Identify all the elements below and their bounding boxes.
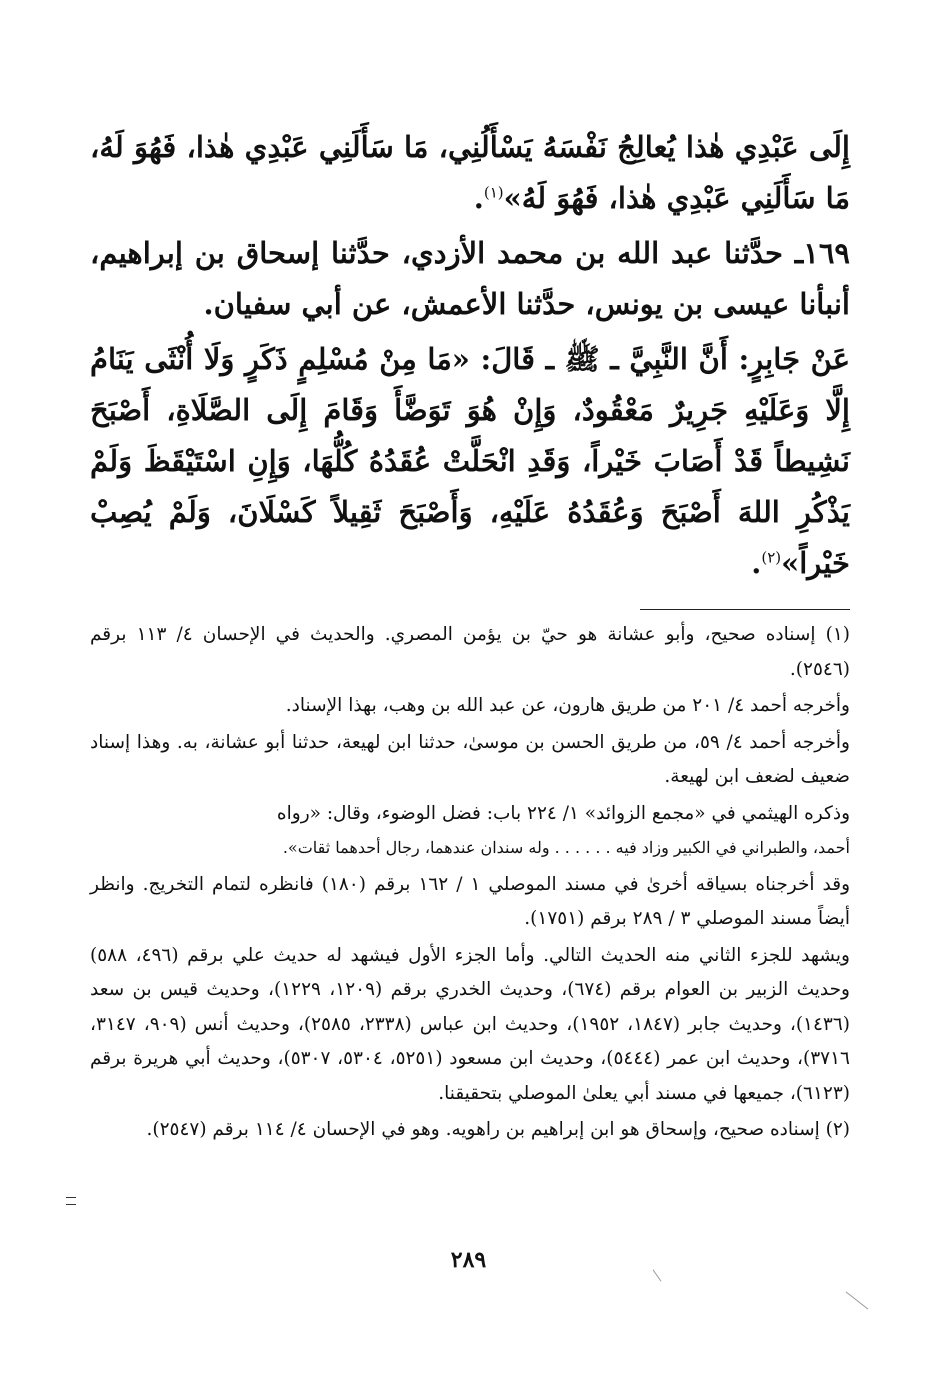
paragraph-3-end: . <box>751 546 762 580</box>
footnote-1: (١) إسناده صحيح، وأبو عشانة هو حيّ بن يؤمن المصري. والحديث في الإحسان ٤/ ١١٣ برقم (٢٥٤٦). <box>90 624 850 680</box>
page-body <box>90 100 850 1330</box>
footnote-1-source-3 <box>90 797 850 866</box>
footnote-ref-2: (٢) <box>761 548 782 567</box>
paragraph-2-text: ـ حدَّثنا عبد الله بن محمد الأزدي، حدَّثنا إسحاق بن إبراهيم، أنبأنا عيسى بن يونس، حدَّثنا الأعمش، عن أبي سفيان. <box>90 236 850 321</box>
footnote-1-source-4: وقد أخرجناه بسياقه أخرىٰ في مسند الموصلي ١ / ١٦٢ برقم (١٨٠) فانظره لتمام التخريج. وانظر أيضاً مسند الموصلي ٣ / ٢٨٩ برقم (١٧٥١). <box>90 873 851 929</box>
paragraph-3 <box>90 334 850 589</box>
paragraph-1-text: إِلَى عَبْدِي هٰذا يُعالِجُ نَفْسَهُ يَسْأَلُنِي، مَا سَأَلَنِي عَبْدِي هٰذا، فَهُوَ لَهُ، مَا سَأَلَنِي عَبْدِي هٰذا، فَهُوَ لَهُ» <box>90 130 850 215</box>
hadith-number: ١٦٩ <box>803 236 850 270</box>
main-text <box>90 100 850 589</box>
footnote-2: (٢) إسناده صحيح، وإسحاق هو ابن إبراهيم بن راهويه. وهو في الإحسان ٤/ ١١٤ برقم (٢٥٤٧). <box>146 1119 850 1140</box>
paragraph-2 <box>90 228 850 330</box>
paragraph-1 <box>90 122 850 224</box>
footnote-1-witnesses: ويشهد للجزء الثاني منه الحديث التالي. وأما الجزء الأول فيشهد له حديث علي برقم (٤٩٦، ٥٨٨) وحديث الزبير بن العوام برقم (٦٧٤)، وحديث الخدري برقم (١٢٠٩، ١٢٢٩)، وحديث قيس بن سعد (١٤٣٦)، وحديث جابر (١٨٤٧، ١٩٥٢)، وحديث ابن عباس (٢٣٣٨، ٢٥٨٥)، وحديث أنس (٩٠٩، ٣١٤٧، ٣٧١٦)، وحديث ابن عمر (٥٤٤٤)، وحديث ابن مسعود (٥٢٥١، ٥٣٠٤، ٥٣٠٧)، وحديث أبي هريرة برقم (٦١٢٣)، جميعها في مسند أبي يعلىٰ الموصلي بتحقيقنا. <box>90 944 851 1104</box>
page-number: ٢٨٩ <box>450 1247 487 1273</box>
footnote-1-source-1: وأخرجه أحمد ٤/ ٢٠١ من طريق هارون، عن عبد الله بن وهب، بهذا الإسناد. <box>285 695 850 716</box>
footnote-1-source-3-quote: أحمد، والطبراني في الكبير وزاد فيه . . . . . . وله سندان عندهما، رجال أحدهما ثقات». <box>282 838 850 857</box>
footnote-ref-1: (١) <box>483 183 504 202</box>
footnotes <box>90 618 850 1148</box>
paragraph-1-end: . <box>473 181 484 215</box>
footnote-1-source-2: وأخرجه أحمد ٤/ ٥٩، من طريق الحسن بن موسىٰ، حدثنا ابن لهيعة، حدثنا أبو عشانة، به. وهذا إسناد ضعيف لضعف ابن لهيعة. <box>90 731 850 787</box>
margin-mark <box>66 1197 76 1205</box>
footnote-divider <box>640 609 850 610</box>
paragraph-3-text: عَنْ جَابِرٍ: أَنَّ النَّبِيَّ ـ ﷺ ـ قَالَ: «مَا مِنْ مُسْلِمٍ ذَكَرٍ وَلَا أُنْثَى يَنَامُ إِلَّا وَعَلَيْهِ جَرِيرٌ مَعْقُودٌ، وَإِنْ هُوَ تَوَضَّأَ وَقَامَ إِلَى الصَّلَاةِ، أَصْبَحَ نَشِيطاً قَدْ أَصَابَ خَيْراً، وَقَدِ انْحَلَّتْ عُقَدُهُ كُلُّهَا، وَإِنِ اسْتَيْقَظَ وَلَمْ يَذْكُرِ اللهَ أَصْبَحَ وَعُقَدُهُ عَلَيْهِ، وَأَصْبَحَ ثَقِيلاً كَسْلَانَ، وَلَمْ يُصِبْ خَيْراً» <box>90 342 850 580</box>
footnote-1-source-3-text: وذكره الهيثمي في «مجمع الزوائد» ١/ ٢٢٤ باب: فضل الوضوء، وقال: «رواه <box>276 802 850 824</box>
